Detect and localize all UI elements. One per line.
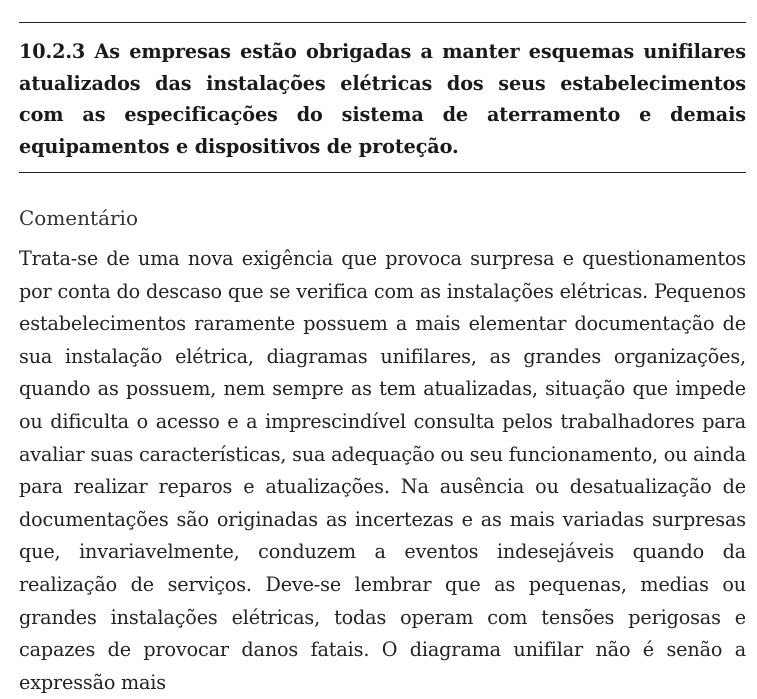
comment-body: Trata-se de uma nova exigência que provoca surpresa e questionamentos por conta do descaso que se verifica com as instalações elétricas. Pequenos estabelecimentos raramente possuem a mais elementar documentação de sua instalação elétrica, diagramas unifilares, as grandes organizações, quando as possuem, nem sempre as tem atualizadas, situação que impede ou dificulta o acesso e a imprescindível consulta pelos trabalhadores para avaliar suas características, sua adequação ou seu funcionamento, ou ainda para realizar reparos e atualizações. Na ausência ou desatualização de documentações são originadas as incertezas e as mais variadas surpresas que, invariavelmente, conduzem a eventos indesejáveis quando da realização de serviços. Deve-se lembrar que as pequenas, medias ou grandes instalações elétricas, todas operam com tensões perigosas e capazes de provocar danos fatais. O diagrama unifilar não é senão a expressão mais <box>19 247 746 694</box>
document-page <box>19 0 746 699</box>
top-divider <box>19 22 746 23</box>
section-title: 10.2.3 As empresas estão obrigadas a manter esquemas unifilares atualizados das instalações elétricas dos seus estabelecimentos com as especificações do sistema de aterramento e demais equipamentos e dispositivos de proteção. <box>19 40 746 158</box>
bottom-divider <box>19 172 746 173</box>
comment-heading: Comentário <box>19 206 138 230</box>
